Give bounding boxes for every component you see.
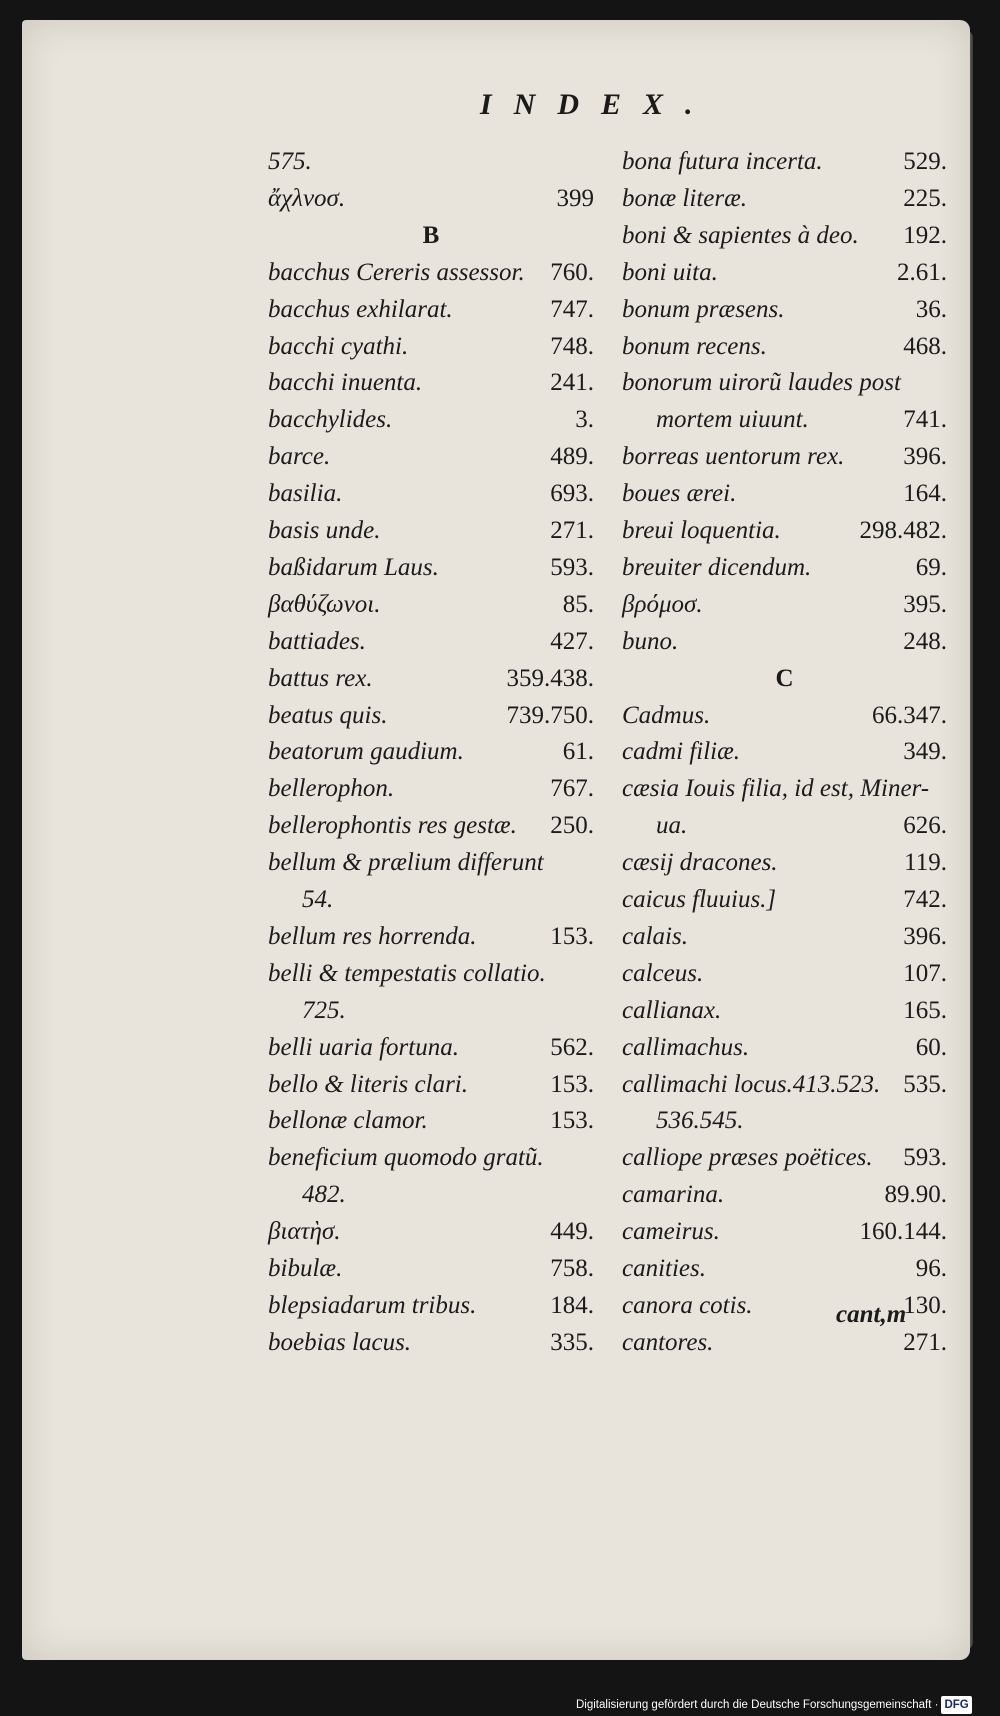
entry-term: calliope præses poëtices.	[622, 1144, 873, 1172]
index-entry	[622, 1251, 947, 1287]
index-entry	[656, 402, 947, 438]
entry-term: 575.	[268, 148, 312, 175]
index-entry	[302, 993, 594, 1029]
index-entry	[268, 808, 594, 844]
entry-term: bona futura incerta.	[622, 148, 823, 175]
entry-page-ref: 60.	[915, 1033, 947, 1061]
index-entry	[268, 1030, 594, 1066]
letter-heading	[622, 661, 947, 697]
entry-page-ref: 164.	[903, 480, 947, 508]
letter-heading	[268, 218, 594, 254]
index-entry	[268, 1067, 594, 1103]
entry-term: basilia.	[268, 480, 343, 508]
index-entry	[622, 255, 947, 291]
index-entry	[656, 1103, 947, 1139]
index-entry	[268, 845, 594, 881]
entry-term: Cadmus.	[622, 701, 711, 729]
entry-term: battiades.	[268, 627, 366, 655]
entry-term: bello & literis clari.	[268, 1070, 468, 1098]
index-entry	[622, 1177, 947, 1213]
entry-page-ref: 739.750.	[506, 701, 594, 729]
entry-term: bonum recens.	[622, 332, 767, 360]
entry-page-ref: 399	[556, 184, 594, 212]
entry-term: bonum præsens.	[622, 295, 785, 323]
index-entry	[622, 292, 947, 328]
entry-page-ref: 271.	[903, 1328, 947, 1356]
index-entry	[268, 292, 594, 328]
entry-page-ref: 349.	[903, 738, 947, 766]
index-entry	[268, 550, 594, 586]
index-entry	[268, 1288, 594, 1324]
catchword: cant,m	[836, 1301, 907, 1328]
index-entry	[622, 329, 947, 365]
index-entry	[268, 329, 594, 365]
entry-term: callianax.	[622, 996, 722, 1024]
index-entry	[622, 144, 947, 180]
index-entry	[622, 845, 947, 881]
entry-page-ref: 760.	[550, 258, 594, 286]
entry-page-ref: 535.	[903, 1070, 947, 1098]
entry-term: breui loquentia.	[622, 517, 781, 544]
entry-page-ref: 119.	[904, 849, 947, 877]
index-entry	[622, 956, 947, 992]
index-entry	[268, 255, 594, 291]
footer-text: Digitalisierung gefördert durch die Deutsche Forschungsgemeinschaft ·	[576, 1699, 939, 1711]
entry-term: cadmi filiæ.	[622, 738, 741, 766]
index-entry	[622, 698, 947, 734]
entry-page-ref: 748.	[550, 332, 594, 360]
index-entry	[268, 181, 594, 217]
entry-term: belli & tempestatis collatio.	[268, 959, 546, 987]
index-entry	[268, 513, 594, 549]
entry-page-ref: 153.	[550, 1107, 594, 1135]
entry-term: bellerophontis res gestæ.	[268, 812, 517, 840]
entry-page-ref: 529.	[903, 148, 947, 175]
index-entry	[268, 661, 594, 697]
entry-term: beneficium quomodo gratũ.	[268, 1144, 544, 1172]
entry-term: 536.545.	[656, 1107, 744, 1135]
index-entry	[622, 476, 947, 512]
index-entry	[268, 587, 594, 623]
entry-term: calais.	[622, 922, 688, 950]
entry-term: bacchi cyathi.	[268, 332, 409, 360]
entry-term: 725.	[302, 996, 346, 1024]
entry-page-ref: 271.	[550, 517, 594, 544]
entry-page-ref: 165.	[903, 996, 947, 1024]
index-entry	[622, 218, 947, 254]
index-entry	[268, 476, 594, 512]
entry-term: battus rex.	[268, 664, 373, 692]
entry-term: belli uaria fortuna.	[268, 1033, 459, 1061]
entry-term: cæsij dracones.	[622, 849, 778, 877]
entry-page-ref: 107.	[903, 959, 947, 987]
index-entry	[622, 771, 947, 807]
entry-term: cæsia Iouis filia, id est, Miner-	[622, 775, 930, 803]
entry-term: bacchus exhilarat.	[268, 295, 453, 323]
index-entry	[622, 1067, 947, 1103]
index-entry	[622, 919, 947, 955]
index-entry	[656, 808, 947, 844]
entry-page-ref: 427.	[550, 627, 594, 655]
index-entry	[268, 402, 594, 438]
entry-term: callimachus.	[622, 1033, 750, 1061]
entry-page-ref: 89.90.	[884, 1181, 947, 1209]
entry-page-ref: 248.	[903, 627, 947, 655]
entry-page-ref: 36.	[915, 295, 947, 323]
index-entry	[268, 439, 594, 475]
entry-page-ref: 184.	[550, 1291, 594, 1319]
index-entry	[268, 919, 594, 955]
entry-term: bellonæ clamor.	[268, 1107, 428, 1135]
dfg-logo: DFG	[941, 1696, 971, 1714]
index-entry	[302, 882, 594, 918]
entry-page-ref: 160.144.	[859, 1218, 947, 1246]
entry-term: boues ærei.	[622, 480, 737, 508]
index-entry	[622, 439, 947, 475]
index-entry	[622, 587, 947, 623]
entry-page-ref: 359.438.	[506, 664, 594, 692]
page-header: INDEX.	[480, 88, 715, 121]
entry-term: baßidarum Laus.	[268, 553, 439, 581]
entry-term: mortem uiuunt.	[656, 406, 809, 434]
entry-term: bibulæ.	[268, 1255, 343, 1282]
entry-term: βρόμοσ.	[622, 590, 703, 618]
index-entry	[622, 882, 947, 918]
index-entry	[268, 365, 594, 401]
entry-term: βαθύζωνοι.	[268, 590, 381, 618]
entry-page-ref: 69.	[915, 553, 947, 581]
entry-term: cantores.	[622, 1328, 714, 1356]
entry-term: borreas uentorum rex.	[622, 443, 845, 471]
index-entry	[268, 1140, 594, 1176]
index-entry	[268, 624, 594, 660]
entry-term: camarina.	[622, 1181, 725, 1209]
index-entry	[268, 144, 594, 180]
index-entry	[622, 513, 947, 549]
entry-page-ref: 742.	[903, 886, 947, 913]
index-entry	[268, 771, 594, 807]
entry-page-ref: 449.	[550, 1218, 594, 1246]
entry-page-ref: 562.	[550, 1033, 594, 1061]
entry-term: blepsiadarum tribus.	[268, 1291, 477, 1319]
entry-term: bonæ literæ.	[622, 184, 748, 212]
entry-term: 482.	[302, 1181, 346, 1209]
entry-term: breuiter dicendum.	[622, 553, 812, 581]
entry-term: caicus fluuius.]	[622, 886, 777, 913]
index-entry	[622, 1214, 947, 1250]
entry-term: ua.	[656, 812, 688, 840]
entry-term: boni & sapientes à deo.	[622, 221, 859, 249]
index-entry	[268, 1103, 594, 1139]
entry-term: bacchus Cereris assessor.	[268, 258, 525, 286]
entry-term: buno.	[622, 627, 679, 655]
entry-page-ref: 468.	[903, 332, 947, 360]
entry-page-ref: 335.	[550, 1328, 594, 1356]
entry-page-ref: 593.	[903, 1144, 947, 1172]
entry-term: bellum & prælium differunt	[268, 849, 544, 877]
entry-term: bellum res horrenda.	[268, 922, 477, 950]
entry-page-ref: 741.	[903, 406, 947, 434]
entry-term: βιατὴσ.	[268, 1218, 341, 1246]
index-entry	[622, 624, 947, 660]
entry-page-ref: 758.	[550, 1255, 594, 1282]
entry-page-ref: 225.	[903, 184, 947, 212]
entry-term: bacchylides.	[268, 406, 393, 434]
entry-term: canities.	[622, 1255, 707, 1282]
entry-page-ref: 153.	[550, 1070, 594, 1098]
entry-term: barce.	[268, 443, 331, 471]
entry-page-ref: 192.	[903, 221, 947, 249]
entry-page-ref: 85.	[562, 590, 594, 618]
entry-page-ref: 693.	[550, 480, 594, 508]
entry-page-ref: 241.	[550, 369, 594, 397]
entry-page-ref: 626.	[903, 812, 947, 840]
entry-page-ref: 767.	[550, 775, 594, 803]
entry-page-ref: 396.	[903, 922, 947, 950]
entry-term: beatorum gaudium.	[268, 738, 464, 766]
index-entry	[622, 181, 947, 217]
entry-term: B	[422, 221, 440, 249]
entry-term: beatus quis.	[268, 701, 388, 729]
entry-page-ref: 61.	[562, 738, 594, 766]
entry-page-ref: 153.	[550, 922, 594, 950]
digitization-footer	[576, 1696, 972, 1714]
entry-page-ref: 298.482.	[859, 517, 947, 544]
entry-page-ref: 250.	[550, 812, 594, 840]
index-entry	[622, 1030, 947, 1066]
entry-page-ref: 130.	[903, 1291, 947, 1319]
entry-term: bonorum uirorũ laudes post	[622, 369, 901, 397]
entry-page-ref: 3.	[575, 406, 594, 434]
entry-page-ref: 396.	[903, 443, 947, 471]
entry-term: boni uita.	[622, 258, 718, 286]
index-entry	[622, 993, 947, 1029]
entry-term: C	[775, 664, 794, 692]
index-entry	[622, 734, 947, 770]
entry-page-ref: 747.	[550, 295, 594, 323]
entry-term: canora cotis.	[622, 1291, 753, 1319]
entry-term: ἄχλνοσ.	[268, 184, 346, 212]
entry-page-ref: 2.61.	[897, 258, 947, 286]
entry-term: basis unde.	[268, 517, 381, 544]
entry-page-ref: 66.347.	[872, 701, 947, 729]
entry-term: bellerophon.	[268, 775, 395, 803]
index-entry	[622, 365, 947, 401]
entry-term: callimachi locus.413.523.	[622, 1070, 881, 1098]
entry-page-ref: 593.	[550, 553, 594, 581]
entry-page-ref: 489.	[550, 443, 594, 471]
entry-page-ref: 395.	[903, 590, 947, 618]
entry-term: 54.	[302, 886, 334, 913]
index-entry	[268, 956, 594, 992]
index-entry	[622, 1140, 947, 1176]
entry-term: cameirus.	[622, 1218, 720, 1246]
index-entry	[622, 550, 947, 586]
entry-term: calceus.	[622, 959, 704, 987]
index-entry	[302, 1177, 594, 1213]
index-entry	[268, 1251, 594, 1287]
entry-term: boebias lacus.	[268, 1328, 412, 1356]
entry-term: bacchi inuenta.	[268, 369, 423, 397]
index-entry	[268, 734, 594, 770]
index-entry	[268, 1214, 594, 1250]
index-entry	[268, 698, 594, 734]
index-entry	[268, 1325, 594, 1361]
entry-page-ref: 96.	[915, 1255, 947, 1282]
